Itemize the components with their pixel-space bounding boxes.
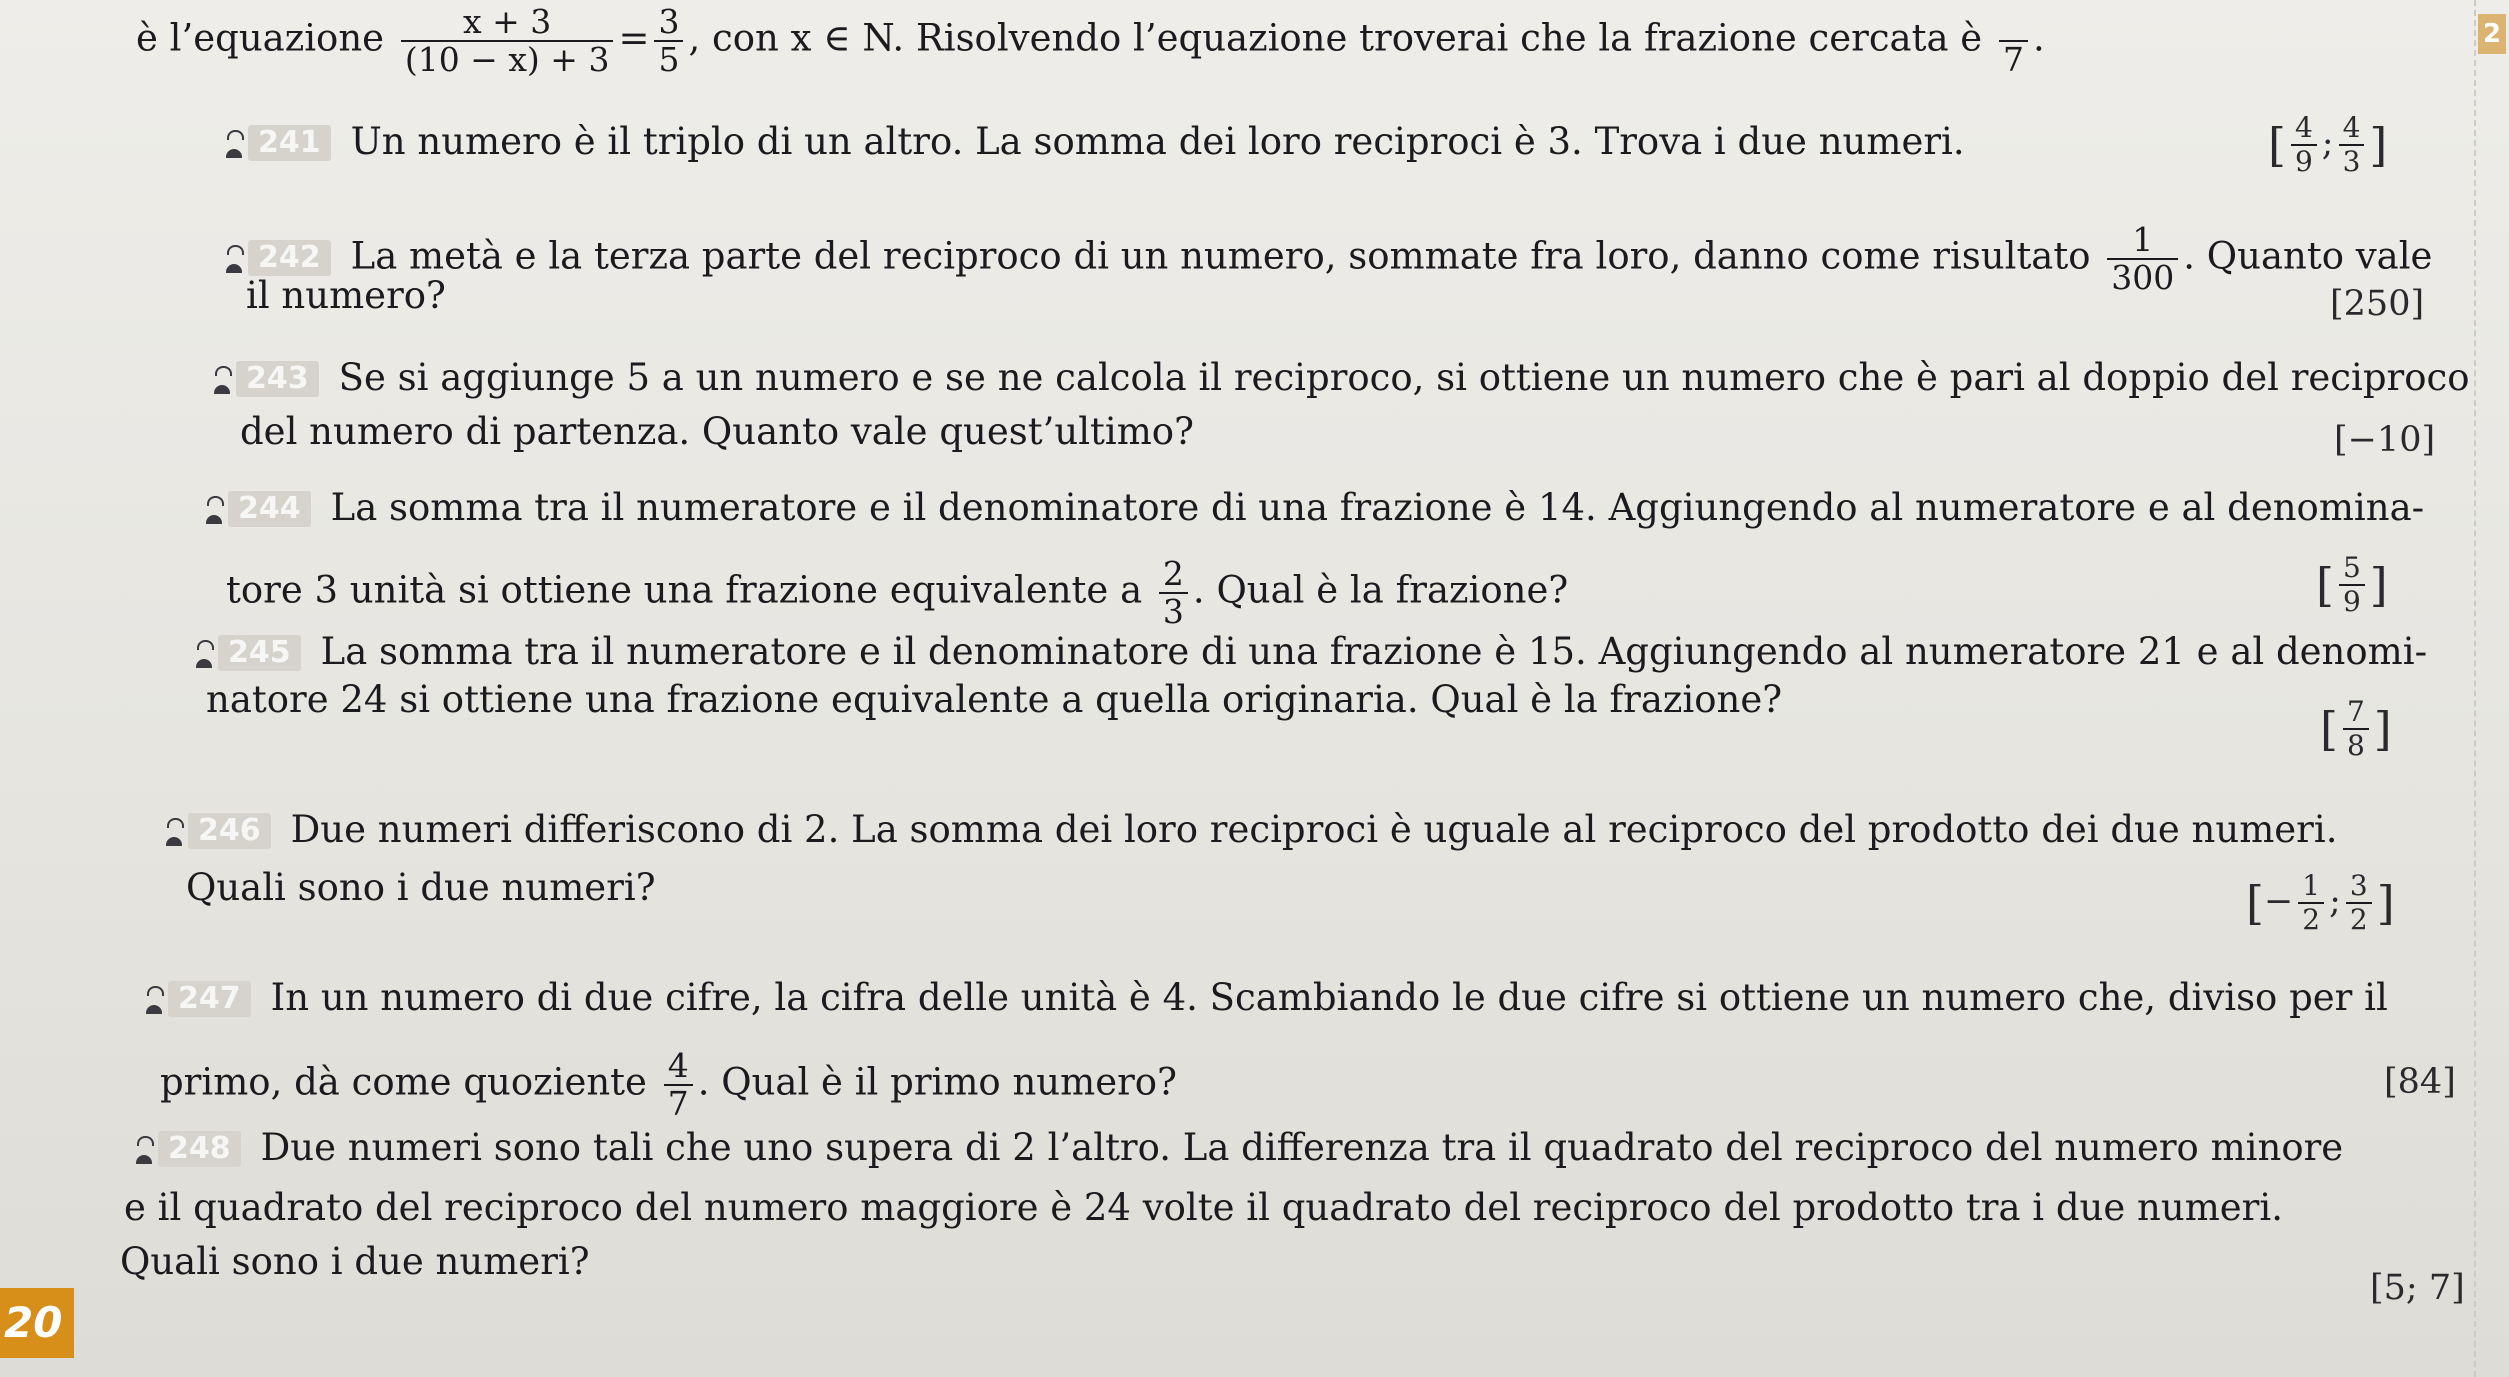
answer-247: [84] [2384,1062,2456,1102]
exercise-number: 248 [158,1131,241,1167]
answer-246: [− $\frac{1}{2}$ ; $\frac{3}{2}$ ] [2246,869,2395,936]
difficulty-icon [136,1134,152,1166]
exercise-248-line3: Quali sono i due numeri? [120,1240,590,1283]
difficulty-icon [226,128,242,160]
edge-tab-label: 2 [2478,14,2506,54]
exercise-244: 244 La somma tra il numeratore e il denominatore di una frazione è 14. Aggiungendo al numeratore e al denomina- [206,486,2424,530]
exercise-number: 242 [248,240,331,276]
page-edge [2474,0,2509,1377]
intro-equation-fraction: $\frac{x + 3}{(10 - x) + 3}$ [401,4,614,78]
intro-lead: è l’equazione [136,16,385,60]
exercise-number: 246 [188,813,271,849]
exercise-246: 246 Due numeri differiscono di 2. La somma dei loro reciproci è uguale al reciproco del prodotto dei due numeri. [166,808,2337,852]
exercise-244-line2: tore 3 unità si ottiene una frazione equivalente a $\frac{2}{3}$ . Qual è la frazione? [226,554,1569,631]
exercise-246-line2: Quali sono i due numeri? [186,866,656,909]
exercise-number: 241 [248,125,331,161]
exercise-245: 245 La somma tra il numeratore e il denominatore di una frazione è 15. Aggiungendo al numeratore 21 e al denomi- [196,630,2427,674]
difficulty-icon [206,494,222,526]
exercise-number: 247 [168,981,251,1017]
answer-248: [5; 7] [2370,1268,2465,1308]
exercise-245-line2: natore 24 si ottiene una frazione equivalente a quella originaria. Qual è la frazione? [206,678,1783,721]
exercise-number: 245 [218,635,301,671]
exercise-242: 242 La metà e la terza parte del reciproco di un numero, sommate fra loro, danno come risultato $\frac{1}{300}$ . Quanto vale [226,222,2432,296]
fraction-2-3: $\frac{2}{3}$ [1159,556,1188,630]
answer-241: [ $\frac{4}{9}$ ; $\frac{4}{3}$ ] [2268,111,2388,178]
difficulty-icon [166,816,182,848]
exercise-248-line2: e il quadrato del reciproco del numero maggiore è 24 volte il quadrato del reciproco del prodotto tra i due numeri. [124,1186,2283,1229]
answer-244: [ $\frac{5}{9}$ ] [2316,551,2388,618]
exercise-247: 247 In un numero di due cifre, la cifra delle unità è 4. Scambiando le due cifre si ottiene un numero che, diviso per il [146,976,2388,1020]
exercise-243-line2: del numero di partenza. Quanto vale quest’ultimo? [240,410,1194,453]
answer-243: [−10] [2334,420,2436,460]
answer-245: [ $\frac{7}{8}$ ] [2320,695,2392,762]
exercise-241: 241 Un numero è il triplo di un altro. La somma dei loro reciproci è 3. Trova i due numeri. [226,120,1965,164]
intro-tail-fraction: 7 [1999,4,2028,78]
answer-242: [250] [2330,284,2425,324]
difficulty-icon [226,243,242,275]
page-number: 20 [0,1288,74,1358]
intro-line: è l’equazione $\frac{x + 3}{(10 - x) + 3}$ = $\frac{3}{5}$ , con x ∈ N. Risolvendo l’equazione troverai che la frazione cercata è 7 . [136,2,2045,79]
fraction-4-7: $\frac{4}{7}$ [664,1048,693,1122]
exercise-247-line2: primo, dà come quoziente $\frac{4}{7}$ . Qual è il primo numero? [160,1046,1177,1123]
exercise-number: 243 [236,361,319,397]
exercise-248: 248 Due numeri sono tali che uno supera di 2 l’altro. La differenza tra il quadrato del reciproco del numero minore [136,1126,2343,1170]
exercise-243: 243 Se si aggiunge 5 a un numero e se ne calcola il reciproco, si ottiene un numero che è pari al doppio del reciproco [214,356,2470,400]
intro-tail: , con x ∈ N. Risolvendo l’equazione troverai che la frazione cercata è [688,16,1983,60]
difficulty-icon [196,638,212,670]
difficulty-icon [146,984,162,1016]
intro-rhs-fraction: $\frac{3}{5}$ [654,4,683,78]
fraction-1-300: $\frac{1}{300}$ [2107,222,2178,296]
exercise-number: 244 [228,491,311,527]
difficulty-icon [214,364,230,396]
exercise-242-line2: il numero? [246,274,446,317]
